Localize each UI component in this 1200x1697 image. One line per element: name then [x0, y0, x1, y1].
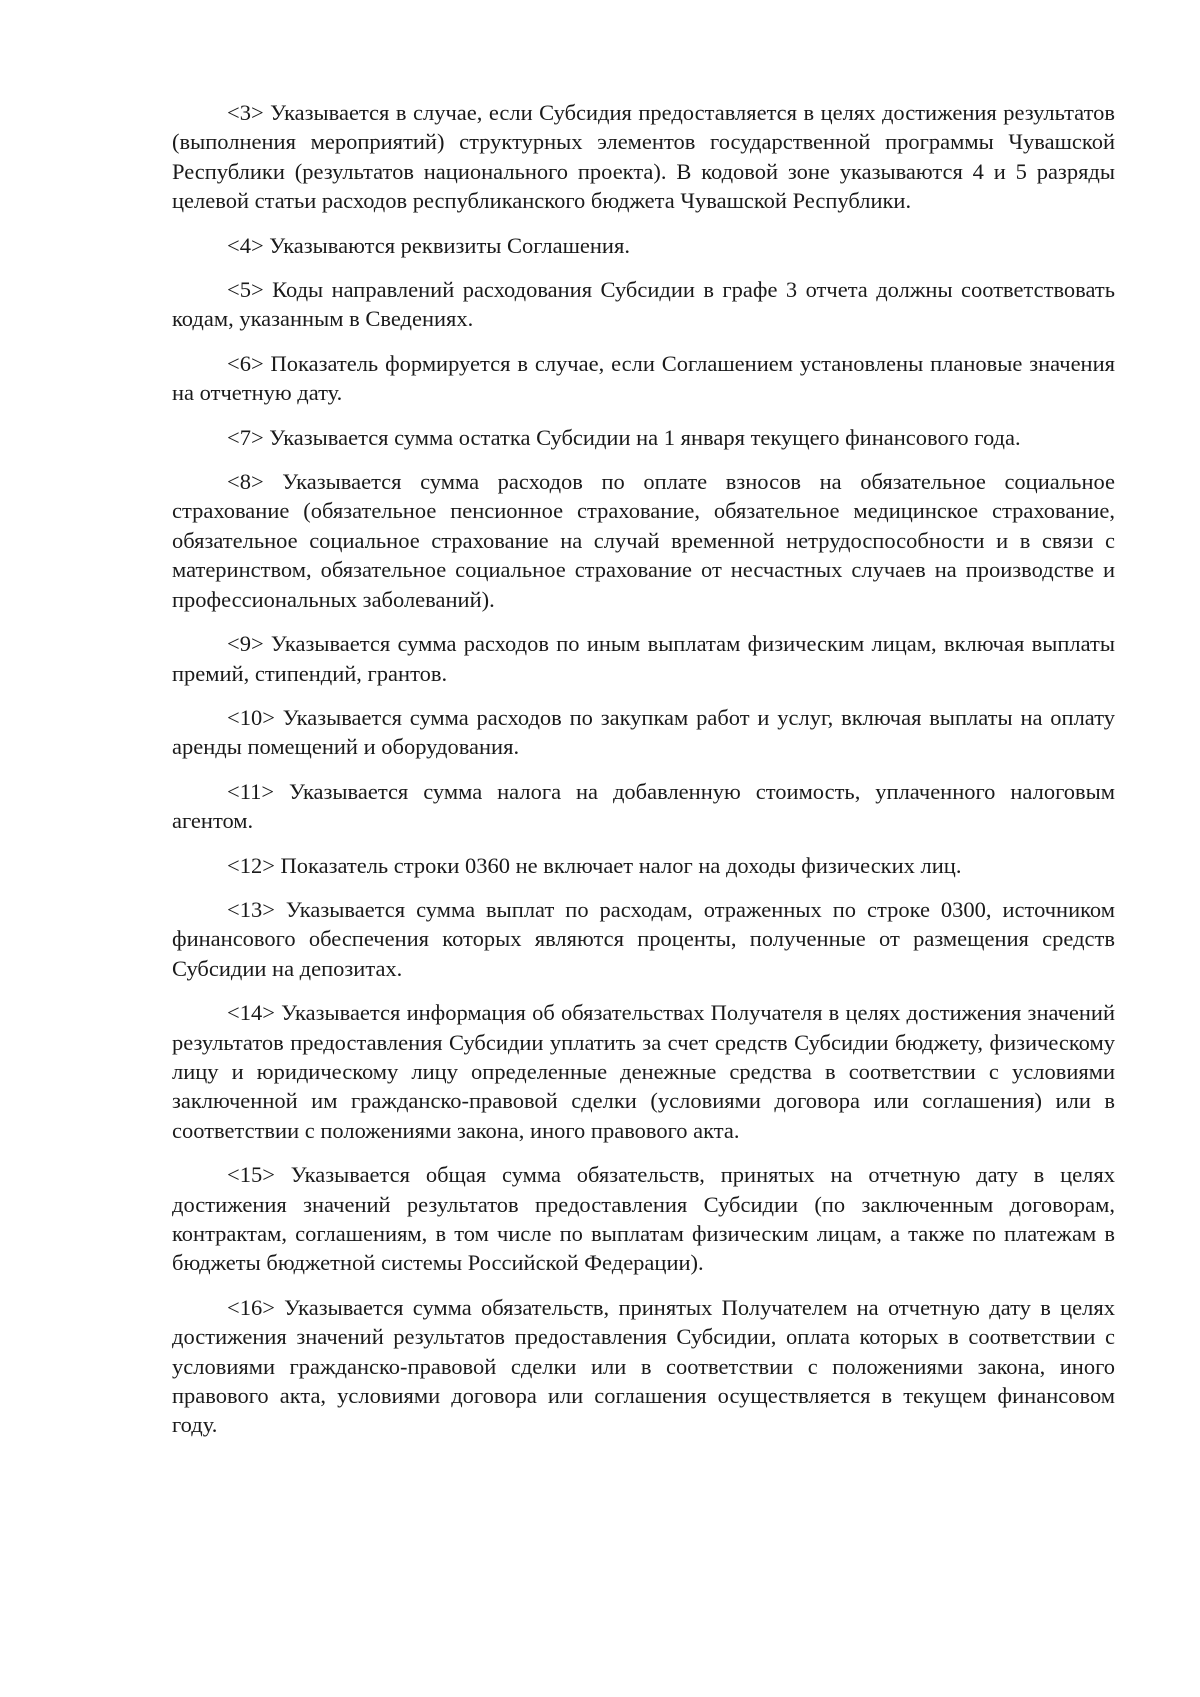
footnote-13: <13> Указывается сумма выплат по расходам, отраженных по строке 0300, источником финансового обеспечения которых являются проценты, полученные от размещения средств Субсидии на депозитах. — [172, 896, 1115, 981]
footnote-15: <15> Указывается общая сумма обязательств, принятых на отчетную дату в целях достижения значений результатов предоставления Субсидии (по заключенным договорам, контрактам, соглашениям, в том числе по выплатам физическим лицам, а также по платежам в бюджеты бюджетной системы Российской Федерации). — [172, 1162, 1115, 1276]
footnote-8: <8> Указывается сумма расходов по оплате взносов на обязательное социальное страхование (обязательное пенсионное страхование, обязательное медицинское страхование, обязательное социальное страхование на случай временной нетрудоспособности и в связи с материнством, обязательное социальное страхование от несчастных случаев на производстве и профессиональных заболеваний). — [172, 469, 1115, 612]
footnote-3: <3> Указывается в случае, если Субсидия предоставляется в целях достижения результатов (выполнения мероприятий) структурных элементов государственной программы Чувашской Республики (результатов национального проекта). В кодовой зоне указываются 4 и 5 разряды целевой статьи расходов республиканского бюджета Чувашской Республики. — [172, 100, 1115, 214]
footnote-12: <12> Показатель строки 0360 не включает налог на доходы физических лиц. — [227, 852, 962, 878]
footnote-14: <14> Указывается информация об обязательствах Получателя в целях достижения значений результатов предоставления Субсидии уплатить за счет средств Субсидии бюджету, физическому лицу и юридическому лицу определенные денежные средства в соответствии с условиями заключенной им гражданско-правовой сделки (условиями договора или соглашения) или в соответствии с положениями закона, иного правового акта. — [172, 1000, 1115, 1143]
footnotes-list — [172, 98, 1115, 1455]
footnote-9: <9> Указывается сумма расходов по иным выплатам физическим лицам, включая выплаты премий, стипендий, грантов. — [172, 631, 1115, 686]
footnote-4: <4> Указываются реквизиты Соглашения. — [227, 232, 630, 258]
footnote-7: <7> Указывается сумма остатка Субсидии на 1 января текущего финансового года. — [227, 424, 1021, 450]
footnote-10: <10> Указывается сумма расходов по закупкам работ и услуг, включая выплаты на оплату аренды помещений и оборудования. — [172, 704, 1115, 760]
footnote-11: <11> Указывается сумма налога на добавленную стоимость, уплаченного налоговым агентом. — [172, 778, 1115, 834]
footnote-5: <5> Коды направлений расходования Субсидии в графе 3 отчета должны соответствовать кодам, указанным в Сведениях. — [172, 277, 1115, 332]
footnote-16: <16> Указывается сумма обязательств, принятых Получателем на отчетную дату в целях достижения значений результатов предоставления Субсидии, оплата которых в соответствии с условиями гражданско-правовой сделки или в соответствии с положениями закона, иного правового акта, условиями договора или соглашения осуществляется в текущем финансовом году. — [172, 1294, 1115, 1438]
footnote-6: <6> Показатель формируется в случае, если Соглашением установлены плановые значения на отчетную дату. — [172, 350, 1115, 406]
